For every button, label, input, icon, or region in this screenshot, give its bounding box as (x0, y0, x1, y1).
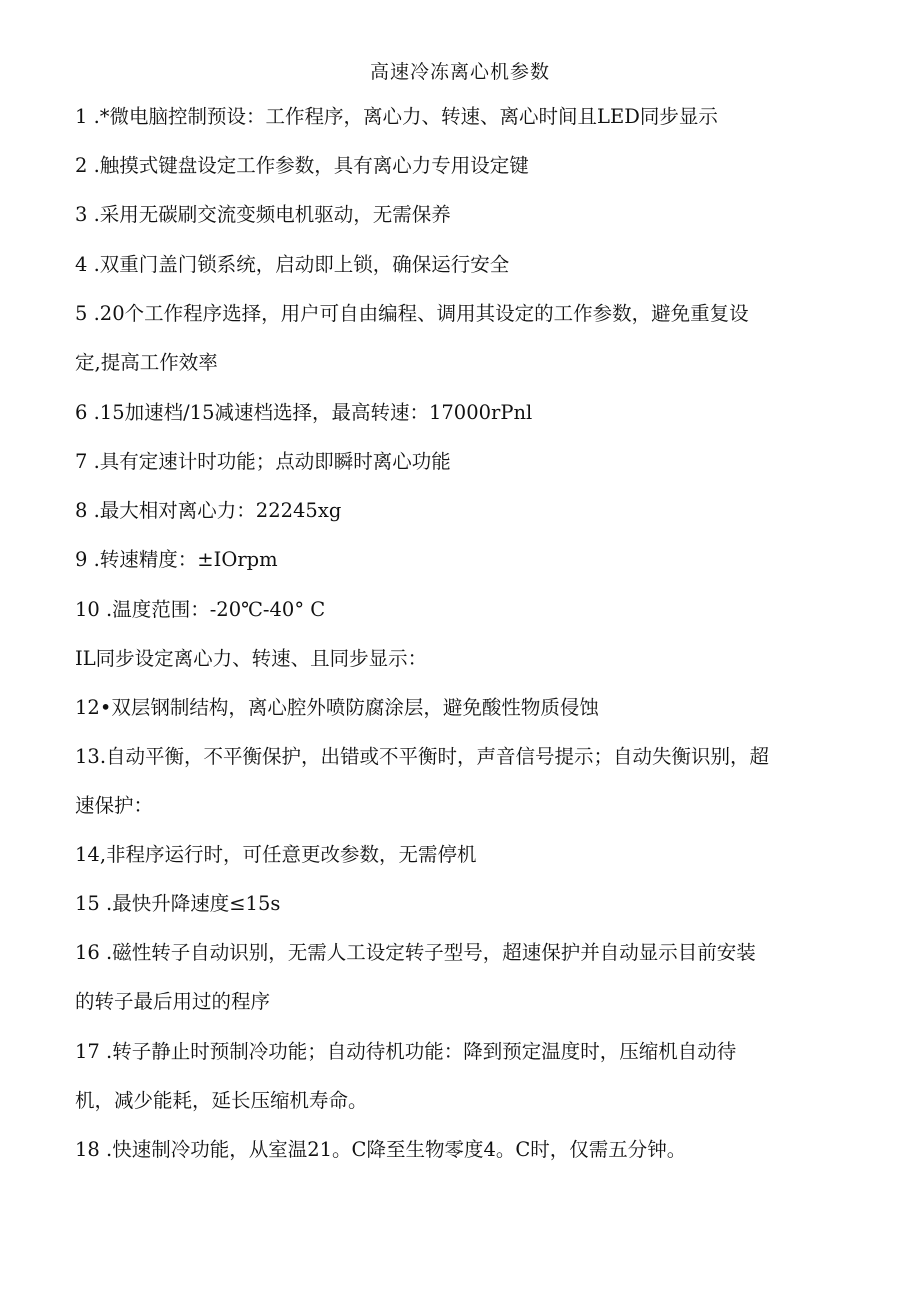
spec-line-5-continued: 定,提高工作效率 (75, 351, 218, 374)
spec-line-17: 17 .转子静止时预制冷功能；自动待机功能：降到预定温度时，压缩机自动待 (75, 1040, 737, 1063)
spec-line-13-continued: 速保护： (75, 794, 154, 817)
spec-line-9: 9 .转速精度：±IOrpm (75, 548, 278, 571)
spec-line-13: 13.自动平衡，不平衡保护，出错或不平衡时，声音信号提示；自动失衡识别，超 (75, 745, 770, 768)
spec-line-16-continued: 的转子最后用过的程序 (75, 990, 271, 1013)
spec-line-12: 12•双层钢制结构，离心腔外喷防腐涂层，避免酸性物质侵蚀 (75, 696, 599, 719)
spec-line-10: 10 .温度范围：-20℃-40° C (75, 598, 326, 621)
spec-line-2: 2 .触摸式键盘设定工作参数，具有离心力专用设定键 (75, 154, 529, 177)
spec-line-3: 3 .采用无碳刷交流变频电机驱动，无需保养 (75, 203, 451, 226)
spec-line-1: 1 .*微电脑控制预设：工作程序，离心力、转速、离心时间且LED同步显示 (75, 105, 718, 128)
spec-line-7: 7 .具有定速计时功能；点动即瞬时离心功能 (75, 450, 451, 473)
spec-line-8: 8 .最大相对离心力：22245xg (75, 499, 342, 522)
document-title: 高速冷冻离心机参数 (369, 61, 550, 83)
spec-line-14: 14,非程序运行时，可任意更改参数，无需停机 (75, 843, 477, 866)
spec-line-11: IL同步设定离心力、转速、且同步显示： (75, 647, 428, 670)
spec-line-4: 4 .双重门盖门锁系统，启动即上锁，确保运行安全 (75, 253, 510, 276)
spec-line-15: 15 .最快升降速度≤15s (75, 892, 281, 915)
spec-line-16: 16 .磁性转子自动识别，无需人工设定转子型号，超速保护并自动显示目前安装 (75, 941, 756, 964)
spec-line-5: 5 .20个工作程序选择，用户可自由编程、调用其设定的工作参数，避免重复设 (75, 302, 749, 325)
spec-line-17-continued: 机，减少能耗，延长压缩机寿命。 (75, 1089, 368, 1112)
spec-line-18: 18 .快速制冷功能，从室温21。C降至生物零度4。C时，仅需五分钟。 (75, 1138, 687, 1161)
spec-line-6: 6 .15加速档/15减速档选择，最高转速：17000rPnl (75, 401, 533, 424)
